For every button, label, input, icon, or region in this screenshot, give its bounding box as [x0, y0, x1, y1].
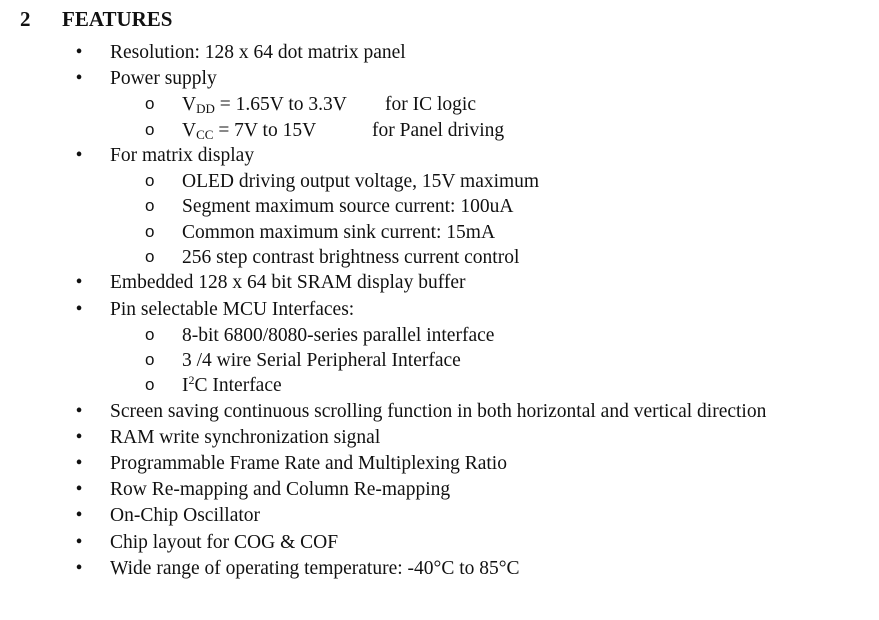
bullet-icon: • [75, 68, 83, 90]
bullet-icon: • [75, 298, 83, 320]
feature-power-supply [0, 66, 879, 92]
sub-feature [0, 348, 879, 373]
sub-bullet-icon: o [145, 171, 155, 191]
sub-feature [0, 323, 879, 348]
feature-item [0, 503, 879, 529]
vdd-subscript: DD [196, 101, 215, 117]
bullet-icon: • [75, 452, 83, 474]
sub-bullet-icon: o [145, 324, 155, 344]
feature-matrix-display [0, 143, 879, 169]
bullet-icon: • [75, 144, 83, 166]
i2c-prefix: I [182, 375, 189, 397]
bullet-icon: • [75, 426, 83, 448]
sub-feature-text: Segment maximum source current: 100uA [182, 196, 514, 218]
sub-feature-text: 256 step contrast brightness current control [182, 247, 520, 269]
sub-bullet-icon: o [145, 247, 155, 267]
feature-mcu-interfaces [0, 297, 879, 323]
feature-item [0, 451, 879, 477]
sub-bullet-icon: o [145, 375, 155, 395]
bullet-icon: • [75, 557, 83, 579]
sub-feature-text: 8-bit 6800/8080-series parallel interface [182, 324, 495, 346]
feature-text: Resolution: 128 x 64 dot matrix panel [110, 42, 406, 63]
feature-sram [0, 270, 879, 296]
feature-text: For matrix display [110, 144, 255, 166]
sub-bullet-icon: o [145, 119, 155, 139]
vcc-value: = 7V to 15V [218, 119, 317, 141]
feature-text: On-Chip Oscillator [110, 505, 261, 527]
vdd-note: for IC logic [385, 94, 476, 116]
vcc-subscript: CC [196, 126, 214, 142]
sub-feature-i2c [0, 373, 879, 398]
sub-bullet-icon: o [145, 221, 155, 241]
vdd-value: = 1.65V to 3.3V [219, 94, 347, 116]
bullet-icon: • [75, 531, 83, 553]
vdd-symbol: V [182, 94, 197, 116]
feature-text: Pin selectable MCU Interfaces: [110, 298, 355, 320]
sub-feature-text: Common maximum sink current: 15mA [182, 221, 496, 243]
feature-resolution [0, 40, 879, 66]
sub-feature [0, 220, 879, 245]
sub-bullet-icon: o [145, 350, 155, 370]
section-number: 2 [20, 7, 31, 31]
features-list [0, 40, 879, 582]
i2c-superscript: 2 [188, 373, 195, 388]
feature-text: Chip layout for COG & COF [110, 531, 339, 553]
bullet-icon: • [75, 42, 83, 63]
feature-text: RAM write synchronization signal [110, 426, 381, 448]
feature-item [0, 477, 879, 503]
vcc-symbol: V [182, 119, 197, 141]
bullet-icon: • [75, 479, 83, 501]
vcc-note: for Panel driving [372, 119, 505, 141]
sub-feature [0, 194, 879, 219]
feature-text: Power supply [110, 68, 217, 90]
section-title: FEATURES [62, 7, 173, 31]
feature-item [0, 425, 879, 451]
sub-feature-vdd [0, 92, 879, 117]
feature-item [0, 556, 879, 582]
section-heading [20, 7, 172, 32]
i2c-suffix: C Interface [194, 375, 282, 397]
sub-feature-text: 3 /4 wire Serial Peripheral Interface [182, 350, 461, 372]
feature-text: Embedded 128 x 64 bit SRAM display buffer [110, 272, 466, 294]
sub-feature [0, 169, 879, 194]
sub-feature-text: OLED driving output voltage, 15V maximum [182, 171, 540, 193]
feature-text: Programmable Frame Rate and Multiplexing Ratio [110, 452, 507, 474]
sub-feature-vcc [0, 118, 879, 143]
sub-bullet-icon: o [145, 94, 155, 114]
sub-feature [0, 245, 879, 270]
bullet-icon: • [75, 400, 83, 422]
sub-bullet-icon: o [145, 196, 155, 216]
feature-text: Screen saving continuous scrolling function in both horizontal and vertical direction [110, 400, 767, 422]
bullet-icon: • [75, 505, 83, 527]
feature-item [0, 399, 879, 425]
feature-item [0, 530, 879, 556]
feature-text: Row Re-mapping and Column Re-mapping [110, 479, 451, 501]
bullet-icon: • [75, 272, 83, 294]
feature-text: Wide range of operating temperature: -40°C to 85°C [110, 557, 520, 579]
